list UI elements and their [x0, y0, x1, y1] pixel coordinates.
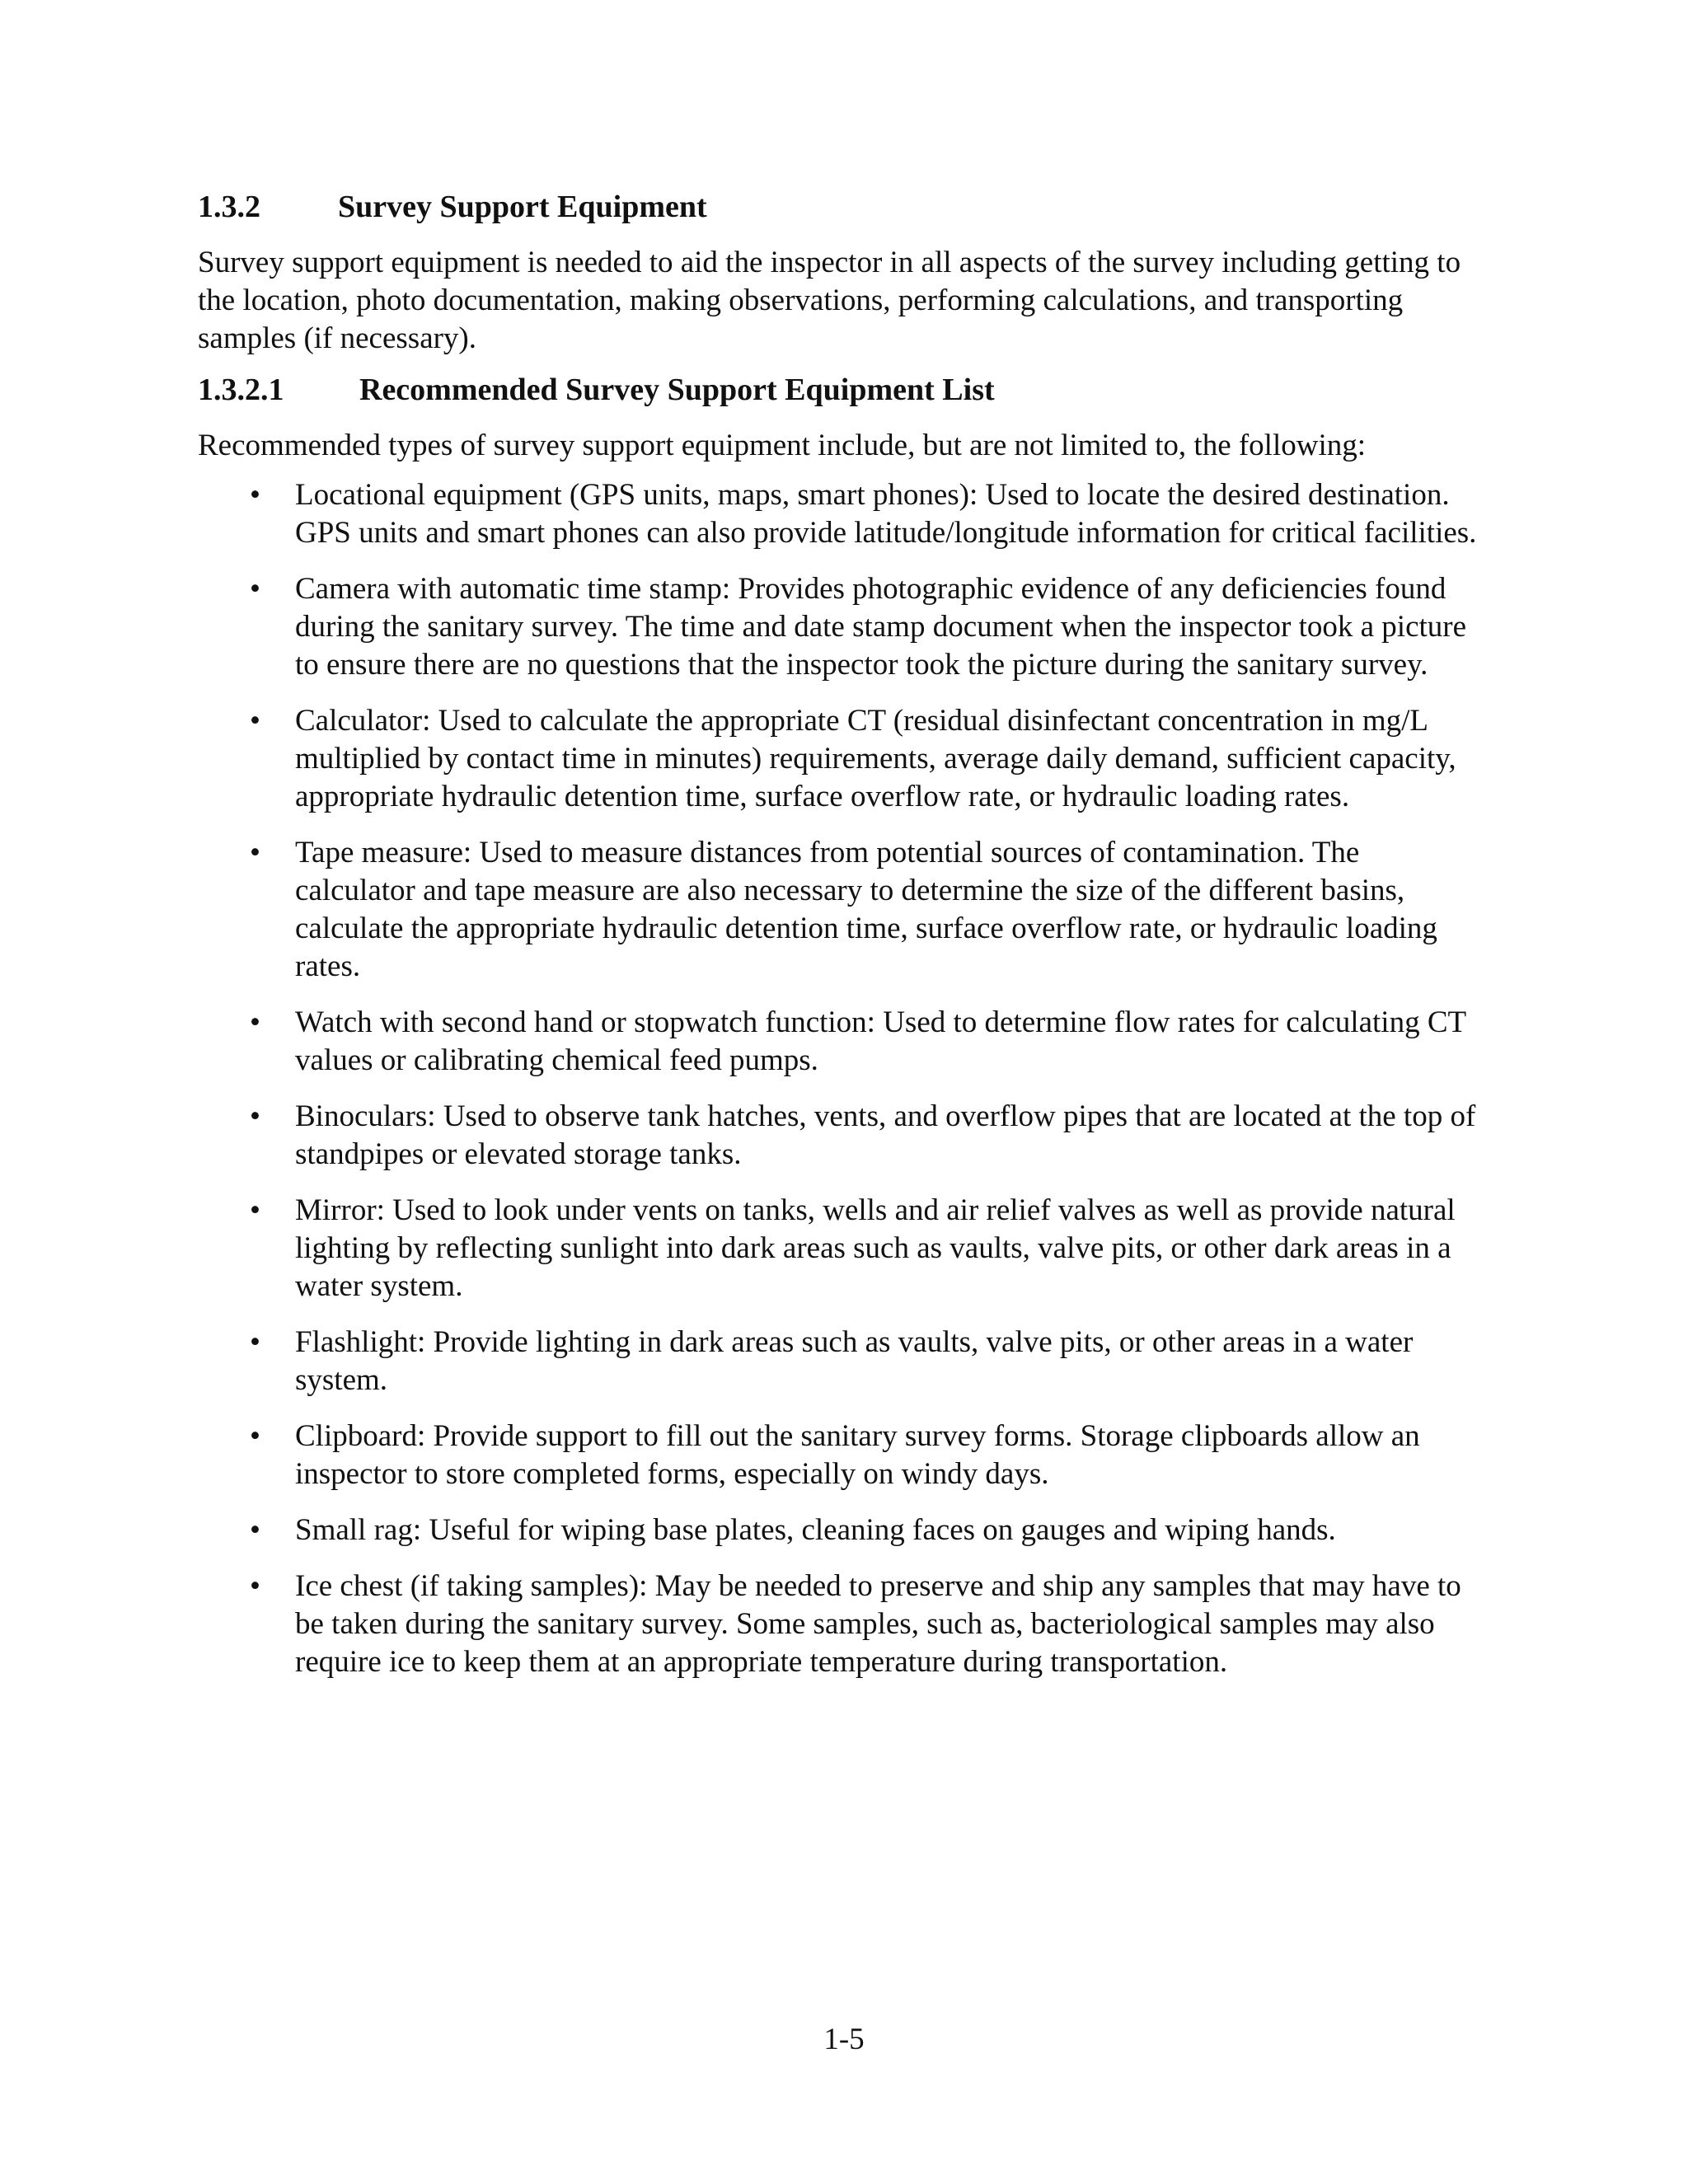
bullet-icon: • [250, 1513, 260, 1547]
section-number: 1.3.2 [198, 190, 260, 224]
list-item-text: Flashlight: Provide lighting in dark areas such as vaults, valve pits, or other areas in a water system. [295, 1325, 1414, 1397]
page-number: 1-5 [823, 2022, 865, 2056]
list-item-text: Calculator: Used to calculate the appropriate CT (residual disinfectant concentration in mg/L multiplied by contact time in minutes) requirements, average daily demand, sufficient capacity, appropriate hydraulic detention time, surface overflow rate, or hydraulic loading rates. [295, 704, 1456, 813]
bullet-icon: • [250, 1325, 260, 1359]
section-title: Survey Support Equipment [338, 190, 707, 224]
document-page [198, 188, 1484, 1699]
bullet-icon: • [250, 1569, 260, 1603]
section-heading [198, 188, 1484, 226]
bullet-icon: • [250, 1193, 260, 1227]
list-item [198, 1324, 1484, 1399]
list-item [198, 476, 1484, 552]
list-item [198, 1004, 1484, 1080]
list-item [198, 1098, 1484, 1174]
list-item [198, 1192, 1484, 1305]
list-item-text: Clipboard: Provide support to fill out the sanitary survey forms. Storage clipboards allow an inspector to store completed forms, especially on windy days. [295, 1419, 1420, 1491]
list-item [198, 834, 1484, 986]
subsection-title: Recommended Survey Support Equipment List [359, 373, 995, 407]
subsection-number: 1.3.2.1 [198, 373, 284, 407]
bullet-icon: • [250, 572, 260, 606]
list-item-text: Ice chest (if taking samples): May be needed to preserve and ship any samples that may have to be taken during the sanitary survey. Some samples, such as, bacteriological samples may also require ice to keep them at an appropriate temperature during transportation. [295, 1569, 1461, 1679]
list-item [198, 570, 1484, 684]
list-item-text: Mirror: Used to look under vents on tanks, wells and air relief valves as well as provide natural lighting by reflecting sunlight into dark areas such as vaults, valve pits, or other dark areas in a water system. [295, 1193, 1456, 1303]
subsection-intro-paragraph: Recommended types of survey support equipment include, but are not limited to, the following: [198, 429, 1367, 462]
bullet-icon: • [250, 1419, 260, 1453]
subsection-heading [198, 371, 1484, 409]
equipment-list [198, 476, 1484, 1681]
list-item [198, 1568, 1484, 1681]
bullet-icon: • [250, 704, 260, 738]
list-item-text: Small rag: Useful for wiping base plates, cleaning faces on gauges and wiping hands. [295, 1513, 1336, 1547]
list-item-text: Binoculars: Used to observe tank hatches, vents, and overflow pipes that are located at the top of standpipes or elevated storage tanks. [295, 1099, 1476, 1171]
list-item-text: Camera with automatic time stamp: Provides photographic evidence of any deficiencies found during the sanitary survey. The time and date stamp document when the inspector took a picture to ensure there are no questions that the inspector took the picture during the sanitary survey. [295, 572, 1467, 682]
list-item-text: Tape measure: Used to measure distances from potential sources of contamination. The calculator and tape measure are also necessary to determine the size of the different basins, calculate the appropriate hydraulic detention time, surface overflow rate, or hydraulic loading rates. [295, 836, 1437, 983]
list-item [198, 702, 1484, 816]
bullet-icon: • [250, 1005, 260, 1039]
bullet-icon: • [250, 836, 260, 869]
section-intro-paragraph: Survey support equipment is needed to aid the inspector in all aspects of the survey including getting to the location, photo documentation, making observations, performing calculations, and transporting samples (if necessary). [198, 246, 1461, 355]
bullet-icon: • [250, 1099, 260, 1133]
list-item-text: Watch with second hand or stopwatch function: Used to determine flow rates for calculating CT values or calibrating chemical feed pumps. [295, 1005, 1466, 1077]
list-item [198, 1418, 1484, 1493]
list-item-text: Locational equipment (GPS units, maps, smart phones): Used to locate the desired destination. GPS units and smart phones can also provide latitude/longitude information for critical facilities. [295, 478, 1477, 550]
bullet-icon: • [250, 478, 260, 512]
list-item [198, 1511, 1484, 1549]
